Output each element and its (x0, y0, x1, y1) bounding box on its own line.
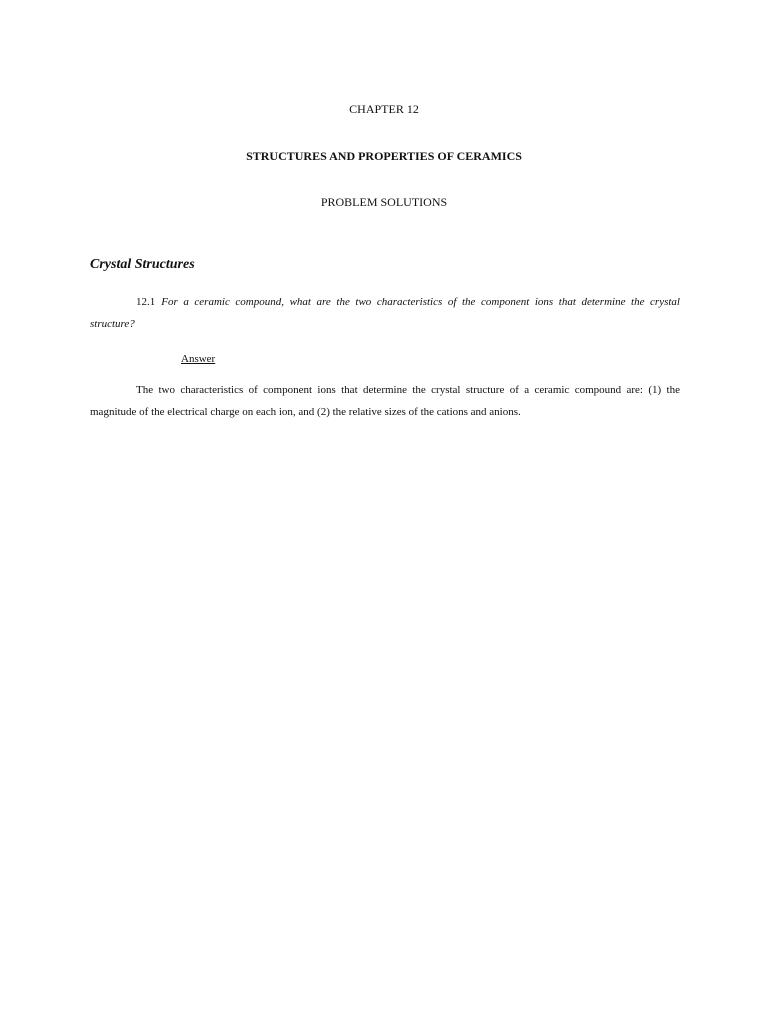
problem-number: 12.1 (136, 296, 156, 308)
answer-label: Answer (181, 353, 216, 365)
problem-question: For a ceramic compound, what are the two characteristics of the component ions that determine the crystal structure? (90, 296, 680, 330)
section-heading: Crystal Structures (90, 257, 195, 272)
chapter-subtitle: PROBLEM SOLUTIONS (320, 195, 448, 209)
chapter-title: STRUCTURES AND PROPERTIES OF CERAMICS (246, 149, 522, 163)
chapter-number: CHAPTER 12 (349, 102, 419, 116)
problem-statement (90, 291, 680, 335)
answer-text: The two characteristics of component ions that determine the crystal structure of a ceramic compound are: (1) the magnitude of the electrical charge on each ion, and (2) the relative sizes of the cations and anions. (90, 384, 680, 418)
